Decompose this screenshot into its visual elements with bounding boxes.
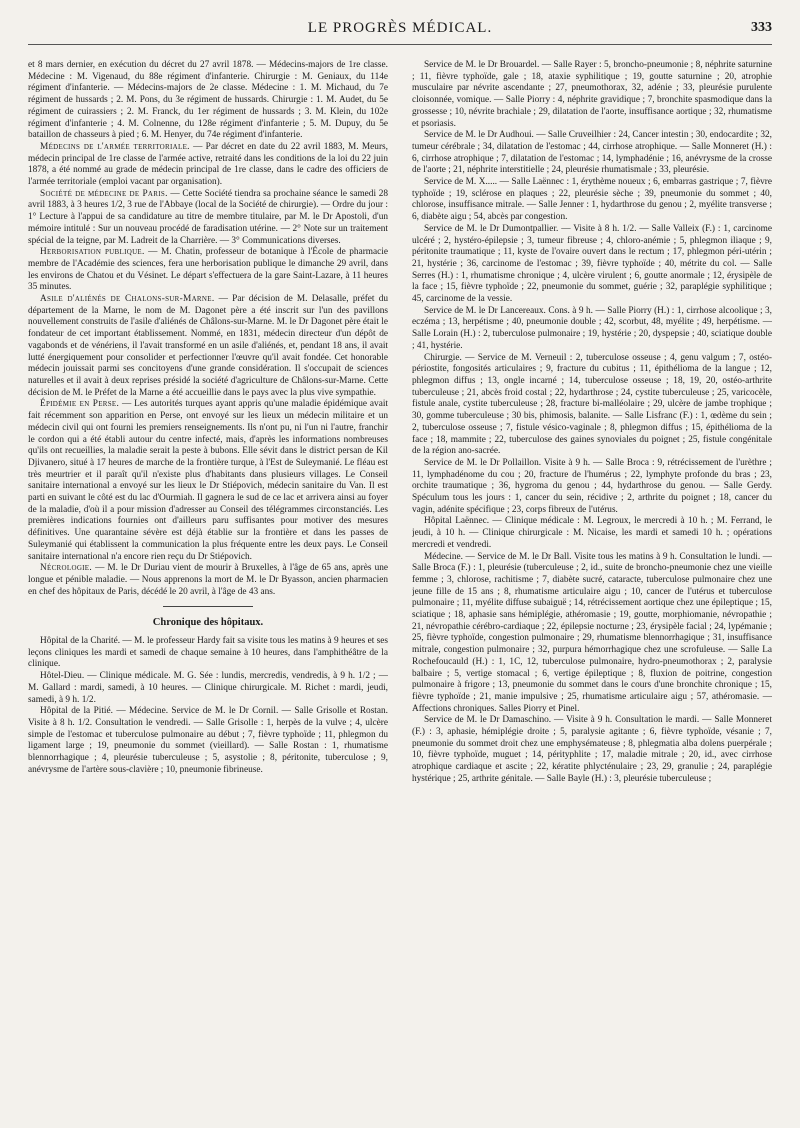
news-item-heading: Médecins de l'armée territoriale. <box>40 141 190 152</box>
hospital-paragraph: Hôtel-Dieu. — Clinique médicale. M. G. Sée : lundis, mercredis, vendredis, à 9 h. 1/2 ; — M. Gallard : mardi, samedi, à 10 heures. — Clinique chirurgicale. M. Richet : mardi, jeudi, samedi, à 9 h. 1/2. <box>28 671 388 705</box>
news-item-text: — Par décision de M. Delasalle, préfet du département de la Marne, le nom de M. Dagonet père a été inscrit sur l'un des pavillons nouvellement construits de l'asile d'aliénés de Châlons-sur-Marne. M. le Dr Dagonet père était le fondateur de cet important établissement. Nommé, en 1831, médecin directeur d'un dépôt de vagabonds et de vénériens, il l'avait transformé en un asile d'aliénés, et, pendant 18 ans, il avait lutté énergiquement pour consolider et perfectionner l'œuvre qu'il avait fondée. Cet honorable médecin jouissait parmi ses concitoyens d'une grande considération. Il s'occupait de sciences naturelles et il avait à deux reprises présidé la société d'agriculture de Châlons-sur-Marne. Cette décision de M. le Préfet de la Marne a été accueillie dans le pays avec la plus vive sympathie. <box>28 294 388 398</box>
journal-title: LE PROGRÈS MÉDICAL. <box>307 20 493 36</box>
news-item-text: — M. le Dr Duriau vient de mourir à Bruxelles, à l'âge de 65 ans, après une longue et pénible maladie. — Nous apprenons la mort de M. le Dr Byasson, ancien pharmacien en chef des hôpitaux de Paris, décédé le 20 avril, à l'âge de 43 ans. <box>28 563 388 597</box>
page-header <box>28 20 772 45</box>
news-item <box>28 189 388 248</box>
news-item-text: — M. Chatin, professeur de botanique à l'École de pharmacie membre de l'Académie des sciences, fera une herborisation publique le dimanche 29 avril, dans les environs de Chatou et du Vésinet. Le départ s'effectuera de la gare Saint-Lazare, à 11 heures 35 minutes. <box>28 247 388 293</box>
news-item <box>28 399 388 563</box>
service-paragraph: Chirurgie. — Service de M. Verneuil : 2, tuberculose osseuse ; 4, genu valgum ; 7, ostéo-périostite, fongosités articulaires ; 9, fracture du cubitus ; 11, épithélioma de la langue ; 12, phlegmon diffus ; 13, ongle incarné ; 14, tuberculose osseuse ; 18, 19, 20, ostéo-arthrite tuberculeuse ; 21, abcès froid costal ; 22, hydarthrose ; 24, cystite tuberculeuse ; 25, varicocèle, fistule anale, cystite tuberculeuse ; 28, fracture bi-malléolaire ; 29, ulcère de jambe trophique ; 30, gomme tuberculeuse ; 30 bis, phimosis, balanite. — Salle Lisfranc (F.) : 1, œdème du sein ; 2, tuberculose osseuse ; 7, fistule vésico-vaginale ; 8, phlegmon diffus ; 15, épithélioma de la face ; 18, mammite ; 22, tuberculose des gaines synoviales du poignet ; 25, fistule congénitale de la région ano-sacrée. <box>412 352 772 457</box>
service-paragraph: Service de M. le Dr Pollaillon. Visite à 9 h. — Salle Broca : 9, rétrécissement de l'urèthre ; 11, lymphadénome du cou ; 20, fracture de l'humérus ; 22, lymphyte profonde du bras ; 23, orchite traumatique ; 36, hygroma du genou ; 44, hydarthrose du genou. — Salle Gerdy. Spéculum tous les jours : 1, cancer du sein, récidive ; 2, arthrite du poignet ; 18, cancer du vagin, adénite spécifique ; 23, corps fibreux de l'utérus. <box>412 457 772 515</box>
service-paragraph: Service de M. le Dr Brouardel. — Salle Rayer : 5, broncho-pneumonie ; 8, néphrite saturnine ; 11, fièvre typhoïde, gale ; 18, ataxie syphilitique ; 19, goutte saturnine ; 20, atrophie musculaire par névrite ascendante ; 27, pneumothorax, 32, adénie ; 33, pleurésie purulente cloisonnée, vomique. — Salle Piorry : 4, néphrite gravidique ; 7, bronchite spasmodique dans la grossesse ; 10, névrite brachiale ; 29, dilatation de l'aorte, insuffisance aortique ; 32, rhumatisme et psoriasis. <box>412 60 772 129</box>
right-column <box>412 60 772 1120</box>
news-item-text: — Cette Société tiendra sa prochaine séance le samedi 28 avril 1883, à 3 heures 1/2, 3 rue de l'Abbaye (local de la Société de chirurgie). — Ordre du jour : 1° Lecture à l'appui de sa candidature au titre de membre titulaire, par M. le Dr Apostoli, d'un mémoire intitulé : Sur un nouveau procédé de faradisation utérine. — 2° Note sur un traitement spécial de la teigne, par M. Ladreit de la Charrière. — 3° Communications diverses. <box>28 188 388 246</box>
service-paragraph: Service de M. le Dr Damaschino. — Visite à 9 h. Consultation le mardi. — Salle Monneret (F.) : 3, aphasie, hémiplégie droite ; 5, paralysie agitante ; 6, fièvre typhoïde, vésanie ; 7, pneumonie du sommet droit chez une emphysémateuse ; 8, phlegmatia alba dolens puerpérale ; 10, fièvre typhoïde, muguet ; 14, pérityphlite ; 17, maladie mitrale ; 20, id., avec cirrhose atrophique cardiaque et ascite ; 22, kératite phlycténulaire ; 23, 29, granulie ; 24, paraplégie hystérique ; 25, arthrite génitale. — Salle Bayle (H.) : 3, pleurésie tuberculeuse ; <box>412 715 772 784</box>
section-title: Chronique des hôpitaux. <box>152 617 264 629</box>
news-item-heading: Société de médecine de Paris. <box>40 188 168 199</box>
service-paragraph: Service de M. X..... — Salle Laënnec : 1, érythème noueux ; 6, embarras gastrique ; 7, fièvre typhoïde ; 19, sclérose en plaques ; 22, pleurésie sèche ; 39, pneumonie du sommet ; 40, chlorose, insuffisance mitrale. — Salle Jenner : 1, hydarthrose du genou ; 2, myélite transverse ; 6, diabète aigu ; 54, abcès par congestion. <box>412 177 772 223</box>
section-divider <box>163 606 253 607</box>
service-paragraph: Service de M. le Dr Audhoui. — Salle Cruveilhier : 24, Cancer intestin ; 30, endocardite ; 32, tumeur cérébrale ; 34, dilatation de l'estomac ; 44, cirrhose atrophique. — Salle Monneret (H.) : 6, cirrhose atrophique ; 7, dilatation de l'estomac ; 14, lymphadénie ; 16, anévrysme de la crosse de l'aorte ; 21, néphrite interstitielle ; 24, pleurésie rhumatismale ; 33, pleurésie. <box>412 130 772 176</box>
news-item <box>28 294 388 399</box>
news-item-text: — Par décret en date du 22 avril 1883, M. Meurs, médecin principal de 1re classe de l'armée active, retraité dans les conditions de la loi du 22 juin 1878, a été nommé au grade de médecin principal de 1re classe, dans le cadre des officiers de l'armée territoriale (emploi vacant par organisation). <box>28 141 388 188</box>
page-number: 333 <box>751 20 772 35</box>
service-paragraph: Service de M. le Dr Lancereaux. Cons. à 9 h. — Salle Piorry (H.) : 1, cirrhose alcoolique ; 3, eczéma ; 13, herpétisme ; 40, pneumonie double ; 42, scorbut, 48, myélite ; 49, herpétisme. — Salle Lorain (H.) : 2, tuberculose pulmonaire ; 19, hystérie ; 20, dyspepsie ; 40, sciatique double ; 41, hystérie. <box>412 305 772 351</box>
hospital-paragraph: Hôpital de la Charité. — M. le professeur Hardy fait sa visite tous les matins à 9 heures et ses leçons cliniques les mardi et samedi de chaque semaine à 10 heures, dans l'amphithéâtre de la clinique. <box>28 636 388 670</box>
service-paragraph: Médecine. — Service de M. le Dr Ball. Visite tous les matins à 9 h. Consultation le lundi. — Salle Broca (F.) : 1, pleurésie (tuberculeuse ; 2, id., suite de broncho-pneumonie chez une vieille femme ; 3, chlorose, rachitisme ; 7, diabète sucré, cataracte, tuberculose pulmonaire chez une jeune fille de 15 ans ; 8, rhumatisme articulaire aigu ; 10, cancer de l'utérus et tuberculose pulmonaire ; 11, myélite diffuse subaiguë ; 14, rétrécissement aortique chez une épileptique ; 15, sciatique ; 18, aphasie sans hémiplégie, athéromasie ; 19, goutte, morphiomanie, névropathie ; 21, névropathie cérébro-cardiaque ; 22, épilepsie nocturne ; 23, érysipèle facial ; 24, lypémanie ; 25, fièvre typhoïde, congestion pulmonaire ; 29, rhumatisme blennorrhagique ; 31, insuffisance mitrale, congestion pulmonaire ; 32, purpura hémorrhagique chez une scrofuleuse. — Salle La Rochefoucauld (H.) : 1, 1C, 12, tuberculose pulmonaire, hydro-pneumothorax ; 2, paralysie balbaire ; 5, vertige stomacal ; 6, vertige épileptique ; 8, fluxion de poitrine, congestion pulmonaire à frigore ; 13, pneumonie du sommet dans le cours d'une bronchite chronique ; 15, fièvre typhoïde ; 21, manie impulsive ; 25, rhumatisme articulaire aigu ; 57, athéromasie. — Affections chroniques. Salles Piorry et Pinel. <box>412 551 772 714</box>
service-paragraph: Service de M. le Dr Dumontpallier. — Visite à 8 h. 1/2. — Salle Valleix (F.) : 1, carcinome ulcéré ; 2, hystéro-épilepsie ; 3, tumeur fibreuse ; 4, chloro-anémie ; 5, phlegmon iliaque ; 9, péritonite traumatique ; 11, kyste de l'ovaire ouvert dans le rectum ; 17, phlegmon péri-utérin ; 21, hystérie ; 36, carcinome de l'estomac ; 39, fièvre typhoïde ; 40, métrite du col. — Salle Serres (H.) : 1, rhumatisme chronique ; 4, ulcère virulent ; 6, goutte anormale ; 12, érysipèle de la face ; 15, fièvre typhoïde ; 22, pneumonie du sommet, guérie ; 32, paraplégie syphilitique ; 45, carcinome de la vessie. <box>412 223 772 305</box>
news-item <box>28 563 388 598</box>
news-item-heading: Épidémie en Perse. <box>40 399 120 410</box>
service-paragraph: Hôpital Laënnec. — Clinique médicale : M. Legroux, le mercredi à 10 h. ; M. Ferrand, le jeudi, à 10 h. — Clinique chirurgicale : M. Nicaise, les mardi et samedi 10 h. ; opérations mercredi et vendredi. <box>412 516 772 550</box>
news-item-heading: Asile d'aliénés de Chalons-sur-Marne. <box>40 294 215 305</box>
news-item-heading: Herborisation publique. <box>40 247 145 258</box>
left-column <box>28 60 388 1120</box>
news-item <box>28 142 388 189</box>
hospital-paragraph: Hôpital de la Pitié. — Médecine. Service de M. le Dr Cornil. — Salle Grisolle et Rostan. Visite à 8 h. 1/2. Consultation le vendredi. — Salle Grisolle : 1, herpès de la vulve ; 4, ulcère simple de l'estomac et tuberculose pulmonaire au début ; 7, fièvre typhoïde ; 11, phlegmon du ligament large ; 19, pneumonie du sommet (vieillard). — Salle Rostan : 1, rhumatisme blennorrhagique ; 4, pleurésie tuberculeuse ; 5, asystolie ; 8, péritonite, tuberculose ; 9, anévrysme de l'artère sous-clavière ; 10, pneumonie fibrineuse. <box>28 706 388 775</box>
news-item <box>28 247 388 294</box>
news-item-text: — Les autorités turques ayant appris qu'une maladie épidémique avait fait récemment son apparition en Perse, ont envoyé sur les lieux un médecin militaire et un médecin civil qui ont fourni les premiers renseignements. Ils n'ont pu, ni l'un ni l'autre, franchir le cordon qui a été établi autour du centre infecté, mais, d'après les informations nombreuses qu'ils ont recueillies, la maladie serait la peste à bubons. Elle sévit dans le district persan de Kil Djivanero, situé à 17 heures de marche de la frontière turque, à l'Est de Suleymanié. Le fléau est très meurtrier et il paraît qu'il n'existe plus d'habitants dans plusieurs villages. Le Conseil sanitaire international a envoyé sur les lieux le Dr Stiépovich, médecin sanitaire du Van. Il est parti en suivant le côté est du lac d'Ourmiah. Il gagnera le sud de ce lac et arrivera ainsi au foyer de la maladie, d'où il a pour mission d'adresser au Conseil des télégrammes circonstanciés. Les premières indications fournies ont d'ailleurs paru suffisantes pour motiver des mesures définitives. Une quarantaine sévère est déjà établie sur la frontière et dans les passes de Suleymanié qui établissent la communication la plus fréquente entre les deux pays. Le Conseil sanitaire international n'a encore rien reçu du Dr Stiépovich. <box>28 399 388 562</box>
article-paragraph: et 8 mars dernier, en exécution du décret du 27 avril 1878. — Médecins-majors de 1re classe. Médecine : M. Vigenaud, du 88e régiment d'infanterie. Chirurgie : M. Geniaux, du 114e régiment d'infanterie. — Médecins-majors de 2e classe. Médecine : 1. M. Michaud, du 7e régiment de hussards ; 2. M. Pons, du 3e régiment de hussards. Chirurgie : 1. M. Audet, du 5e régiment de cuirassiers ; 2. M. Franck, du 1er régiment de hussards ; 3. M. Klein, du 102e régiment d'infanterie ; 4. M. Colnenne, du 128e régiment d'infanterie ; 5. M. Dupuy, du 5e bataillon de chasseurs à pied ; 6. M. Henyer, du 74e régiment d'infanterie. <box>28 60 388 141</box>
news-item-heading: Nécrologie. <box>40 563 93 574</box>
